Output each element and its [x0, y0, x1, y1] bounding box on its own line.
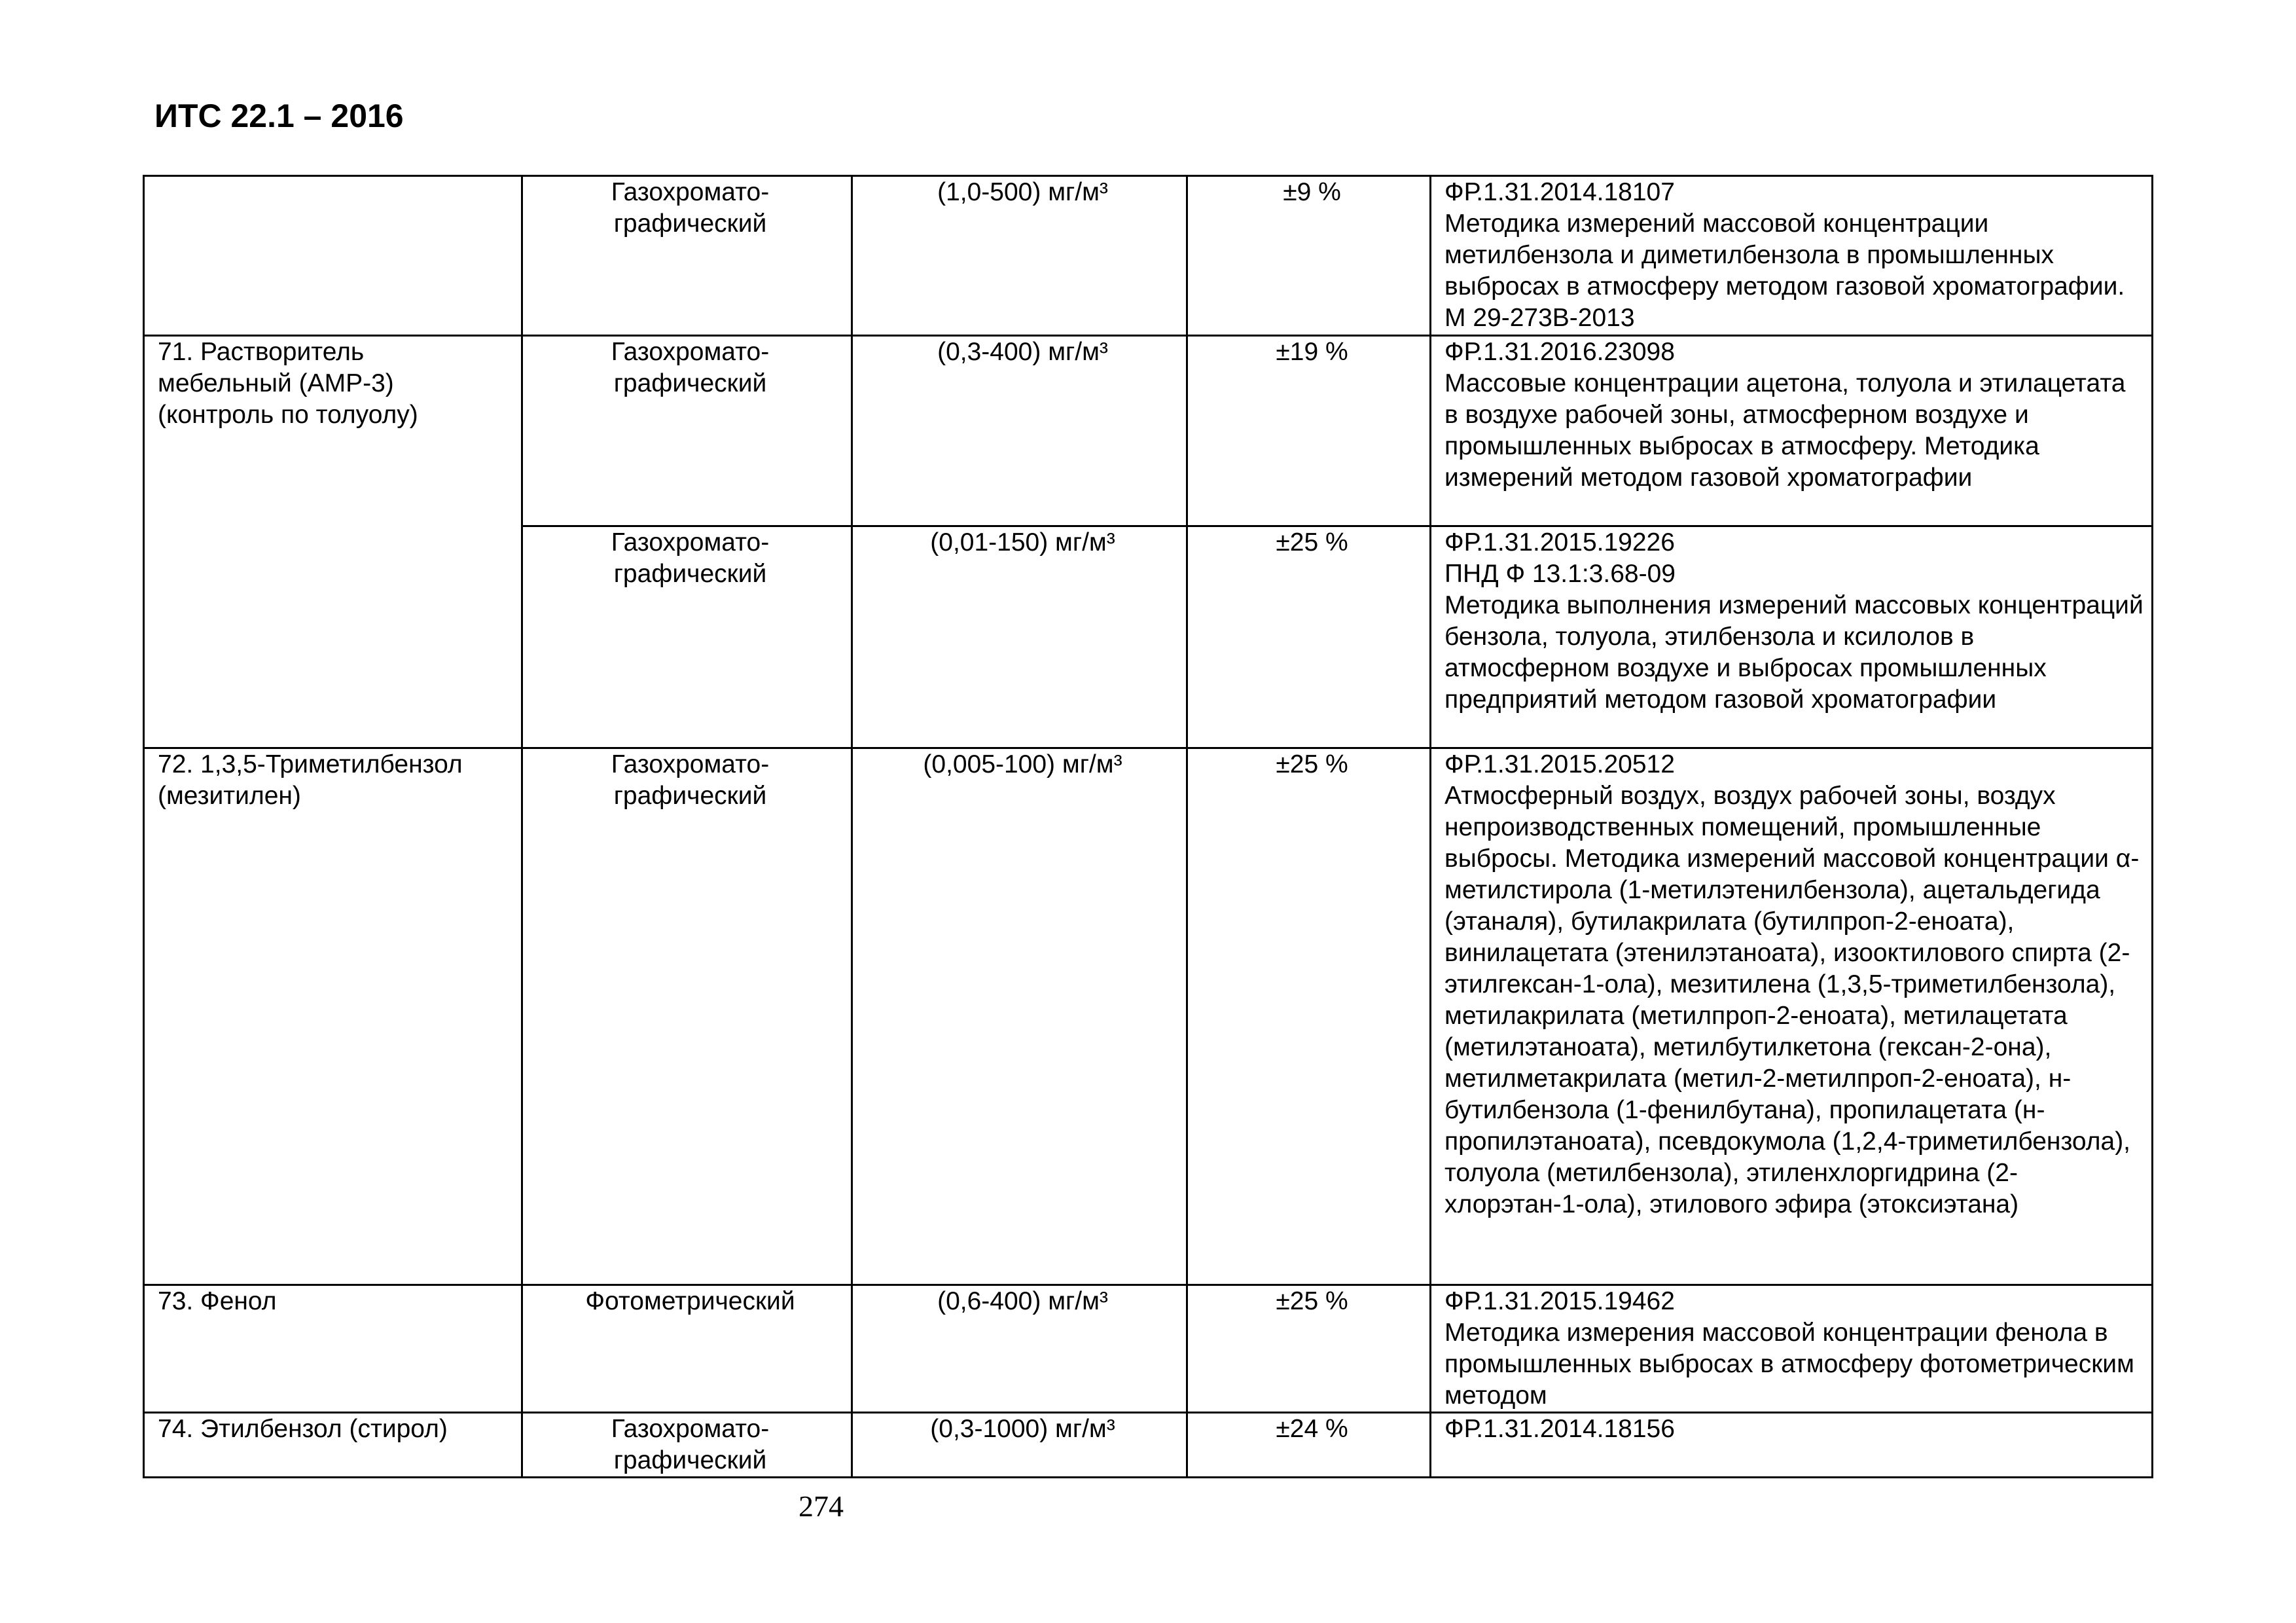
document-cell: [1431, 526, 2153, 748]
method-line: графический: [613, 782, 767, 810]
document-code: ФР.1.31.2014.18156: [1444, 1415, 1675, 1443]
range-cell: [852, 176, 1187, 336]
document-description: Методика измерения массовой концентрации фенола в промышленных выбросах в атмосферу фотометрическим методом: [1444, 1319, 2134, 1410]
document-description: Методика выполнения измерений массовых концентраций бензола, толуола, этилбензола и ксилолов в атмосферном воздухе и выбросах промышленных предприятий методом газовой хроматографии: [1444, 591, 2144, 714]
method-cell: [522, 748, 852, 1285]
document-cell: [1431, 1285, 2153, 1413]
range-cell: [852, 748, 1187, 1285]
range-cell: [852, 336, 1187, 526]
substance-line: мебельный (АМР-3): [158, 369, 394, 397]
method-line: графический: [613, 369, 767, 397]
method-line: Газохромато-: [611, 750, 770, 778]
range-cell: [852, 1285, 1187, 1413]
error-cell: [1187, 1413, 1431, 1478]
range-value: (0,3-400) мг/м³: [937, 338, 1108, 366]
range-value: (0,005-100) мг/м³: [923, 750, 1122, 778]
error-cell: [1187, 748, 1431, 1285]
page-number: 274: [798, 1489, 844, 1523]
substance-line: (контроль по толуолу): [158, 401, 418, 429]
error-value: ±19 %: [1276, 338, 1348, 366]
document-cell: [1431, 176, 2153, 336]
method-cell: [522, 176, 852, 336]
document-description: Методика измерений массовой концентрации метилбензола и диметилбензола в промышленных выбросах в атмосферу методом газовой хроматографии. М 29-273В-2013: [1444, 210, 2125, 332]
table-row: [144, 1413, 2153, 1478]
document-code: ФР.1.31.2015.19226: [1444, 528, 1675, 556]
table-row: [144, 748, 2153, 1285]
method-cell: [522, 1413, 852, 1478]
substance-cell: [144, 336, 522, 748]
error-value: ±25 %: [1276, 1287, 1348, 1315]
error-cell: [1187, 336, 1431, 526]
substance-line: 71. Растворитель: [158, 338, 365, 366]
method-line: Газохромато-: [611, 528, 770, 556]
method-line: графический: [613, 560, 767, 588]
substance-line: (мезитилен): [158, 782, 301, 810]
document-header: ИТС 22.1 – 2016: [154, 98, 404, 134]
method-cell: [522, 526, 852, 748]
document-cell: [1431, 336, 2153, 526]
error-cell: [1187, 1285, 1431, 1413]
substance-cell: [144, 1285, 522, 1413]
table-row: [144, 1285, 2153, 1413]
method-line: Газохромато-: [611, 1415, 770, 1443]
range-value: (0,6-400) мг/м³: [937, 1287, 1108, 1315]
method-line: Газохромато-: [611, 178, 770, 206]
range-value: (0,3-1000) мг/м³: [930, 1415, 1115, 1443]
error-value: ±9 %: [1283, 178, 1341, 206]
document-code: ФР.1.31.2014.18107: [1444, 178, 1675, 206]
error-value: ±24 %: [1276, 1415, 1348, 1443]
method-line: Фотометрический: [585, 1287, 795, 1315]
substance-line: 73. Фенол: [158, 1287, 277, 1315]
document-cell: [1431, 748, 2153, 1285]
methods-table: [143, 175, 2153, 1478]
substance-line: 74. Этилбензол (стирол): [158, 1415, 448, 1443]
method-cell: [522, 336, 852, 526]
error-cell: [1187, 526, 1431, 748]
substance-line: 72. 1,3,5-Триметилбензол: [158, 750, 463, 778]
substance-cell: [144, 1413, 522, 1478]
method-line: графический: [613, 210, 767, 238]
table-row: [144, 336, 2153, 526]
range-value: (1,0-500) мг/м³: [937, 178, 1108, 206]
document-description: Массовые концентрации ацетона, толуола и этилацетата в воздухе рабочей зоны, атмосферном воздухе и промышленных выбросах в атмосферу. Методика измерений методом газовой хроматографии: [1444, 369, 2126, 492]
document-code: ФР.1.31.2015.20512: [1444, 750, 1675, 778]
error-cell: [1187, 176, 1431, 336]
substance-cell: [144, 748, 522, 1285]
method-cell: [522, 1285, 852, 1413]
document-code: ФР.1.31.2016.23098: [1444, 338, 1675, 366]
table-row: [144, 176, 2153, 336]
method-line: Газохромато-: [611, 338, 770, 366]
range-cell: [852, 526, 1187, 748]
substance-cell: [144, 176, 522, 336]
error-value: ±25 %: [1276, 528, 1348, 556]
range-cell: [852, 1413, 1187, 1478]
document-description: Атмосферный воздух, воздух рабочей зоны, воздух непроизводственных помещений, промышленные выбросы. Методика измерений массовой концентрации α-метилстирола (1-метилэтенилбензола), ацетальдегида (этаналя), бутилакрилата (бутилпроп-2-еноата), винилацетата (этенилэтаноата), изооктилового спирта (2-этилгексан-1-ола), мезитилена (1,3,5-триметилбензола), метилакрилата (метилпроп-2-еноата), метилацетата (метилэтаноата), метилбутилкетона (гексан-2-она), метилметакрилата (метил-2-метилпроп-2-еноата), н-бутилбензола (1-фенилбутана), пропилацетата (н-пропилэтаноата), псевдокумола (1,2,4-триметилбензола), толуола (метилбензола), этиленхлоргидрина (2-хлорэтан-1-ола), этилового эфира (этоксиэтана): [1444, 782, 2140, 1218]
document-code: ФР.1.31.2015.19462: [1444, 1287, 1675, 1315]
document-cell: [1431, 1413, 2153, 1478]
document-code: ПНД Ф 13.1:3.68-09: [1444, 560, 1676, 588]
range-value: (0,01-150) мг/м³: [930, 528, 1115, 556]
method-line: графический: [613, 1446, 767, 1474]
error-value: ±25 %: [1276, 750, 1348, 778]
